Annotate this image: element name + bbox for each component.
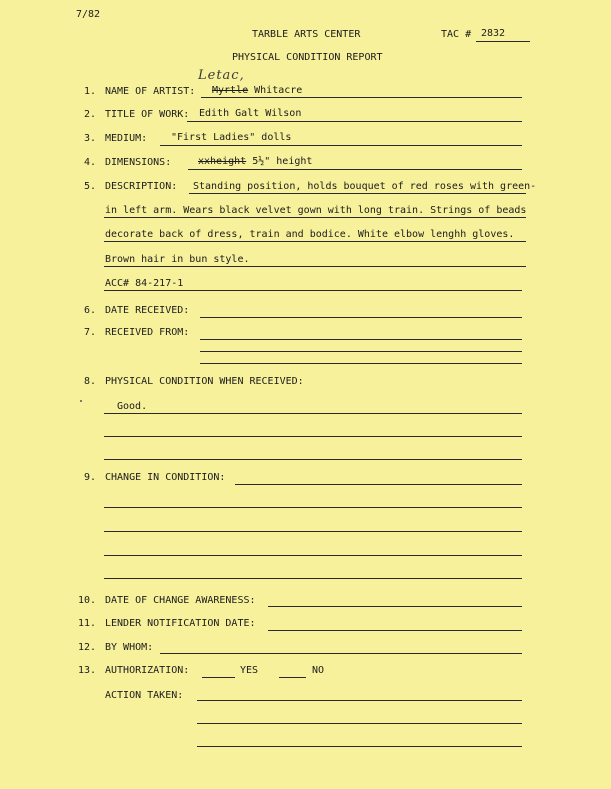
field-6-number: 6. bbox=[84, 305, 97, 316]
title-line bbox=[187, 121, 522, 122]
received-from-line-3 bbox=[200, 363, 522, 364]
field-5-number: 5. bbox=[84, 181, 97, 192]
field-9-number: 9. bbox=[84, 472, 97, 483]
field-13-number: 13. bbox=[78, 665, 97, 676]
dimensions-height: 5½" height bbox=[246, 156, 313, 167]
field-3-number: 3. bbox=[84, 133, 97, 144]
field-2-number: 2. bbox=[84, 109, 97, 120]
by-whom-label: BY WHOM: bbox=[105, 642, 154, 653]
title-label: TITLE OF WORK: bbox=[105, 109, 190, 120]
tac-label: TAC # bbox=[441, 29, 472, 40]
field-11-number: 11. bbox=[78, 618, 97, 629]
date-received-label: DATE RECEIVED: bbox=[105, 305, 190, 316]
description-line-4: Brown hair in bun style. bbox=[105, 254, 250, 265]
condition-received-rule-1 bbox=[104, 413, 522, 414]
title-value: Edith Galt Wilson bbox=[199, 108, 302, 119]
received-from-label: RECEIVED FROM: bbox=[105, 327, 190, 338]
change-awareness-label: DATE OF CHANGE AWARENESS: bbox=[105, 595, 256, 606]
description-line-2: in left arm. Wears black velvet gown with long train. Strings of beads bbox=[105, 205, 527, 216]
description-rule-3 bbox=[104, 241, 526, 242]
description-rule-5 bbox=[104, 290, 522, 291]
stray-mark bbox=[80, 400, 82, 402]
dimensions-struck: xxheight bbox=[198, 156, 247, 167]
change-condition-rule-2 bbox=[104, 507, 522, 508]
condition-received-rule-3 bbox=[104, 459, 522, 460]
tac-number-line bbox=[476, 41, 530, 42]
description-line-1: Standing position, holds bouquet of red roses with green- bbox=[193, 181, 537, 192]
medium-value: "First Ladies" dolls bbox=[171, 132, 292, 143]
authorization-yes: YES bbox=[240, 665, 259, 676]
authorization-no: NO bbox=[312, 665, 325, 676]
field-8-number: 8. bbox=[84, 376, 97, 387]
field-12-number: 12. bbox=[78, 642, 97, 653]
artist-surname: Whitacre bbox=[248, 85, 303, 96]
dimensions-line bbox=[188, 169, 522, 170]
lender-notification-label: LENDER NOTIFICATION DATE: bbox=[105, 618, 256, 629]
artist-label: NAME OF ARTIST: bbox=[105, 86, 196, 97]
condition-received-value: Good. bbox=[117, 401, 148, 412]
action-taken-line-1 bbox=[197, 700, 522, 701]
action-taken-line-2 bbox=[197, 723, 522, 724]
medium-label: MEDIUM: bbox=[105, 133, 148, 144]
authorization-no-blank bbox=[279, 677, 306, 678]
field-1-number: 1. bbox=[84, 86, 97, 97]
description-label: DESCRIPTION: bbox=[105, 181, 178, 192]
action-taken-label: ACTION TAKEN: bbox=[105, 690, 184, 701]
date-code: 7/82 bbox=[76, 9, 101, 20]
received-from-line-2 bbox=[200, 351, 522, 352]
dimensions-value bbox=[198, 156, 312, 168]
field-7-number: 7. bbox=[84, 327, 97, 338]
change-awareness-line bbox=[268, 606, 522, 607]
condition-received-label: PHYSICAL CONDITION WHEN RECEIVED: bbox=[105, 376, 304, 387]
description-rule-1 bbox=[189, 193, 526, 194]
field-10-number: 10. bbox=[78, 595, 97, 606]
medium-line bbox=[160, 145, 522, 146]
handwritten-annotation: Letac, bbox=[198, 68, 245, 83]
artist-struck-name: Myrtle bbox=[212, 85, 249, 96]
institution-name: TARBLE ARTS CENTER bbox=[252, 29, 361, 40]
description-rule-4 bbox=[104, 266, 526, 267]
change-condition-rule-4 bbox=[104, 555, 522, 556]
change-condition-rule-5 bbox=[104, 578, 522, 579]
dimensions-label: DIMENSIONS: bbox=[105, 157, 172, 168]
by-whom-line bbox=[160, 653, 522, 654]
field-4-number: 4. bbox=[84, 157, 97, 168]
change-condition-rule-3 bbox=[104, 531, 522, 532]
condition-received-rule-2 bbox=[104, 436, 522, 437]
date-received-line bbox=[200, 317, 522, 318]
accession-number: ACC# 84-217-1 bbox=[105, 278, 184, 289]
artist-line bbox=[201, 97, 522, 98]
authorization-yes-blank bbox=[202, 677, 235, 678]
lender-notification-line bbox=[268, 630, 522, 631]
description-rule-2 bbox=[104, 217, 526, 218]
report-title: PHYSICAL CONDITION REPORT bbox=[232, 52, 383, 63]
tac-number: 2832 bbox=[481, 28, 506, 39]
artist-value bbox=[212, 85, 302, 97]
action-taken-line-3 bbox=[197, 746, 522, 747]
authorization-label: AUTHORIZATION: bbox=[105, 665, 190, 676]
change-condition-rule-1 bbox=[235, 484, 522, 485]
received-from-line-1 bbox=[200, 339, 522, 340]
change-condition-label: CHANGE IN CONDITION: bbox=[105, 472, 226, 483]
description-line-3: decorate back of dress, train and bodice. White elbow lenghh gloves. bbox=[105, 229, 515, 240]
